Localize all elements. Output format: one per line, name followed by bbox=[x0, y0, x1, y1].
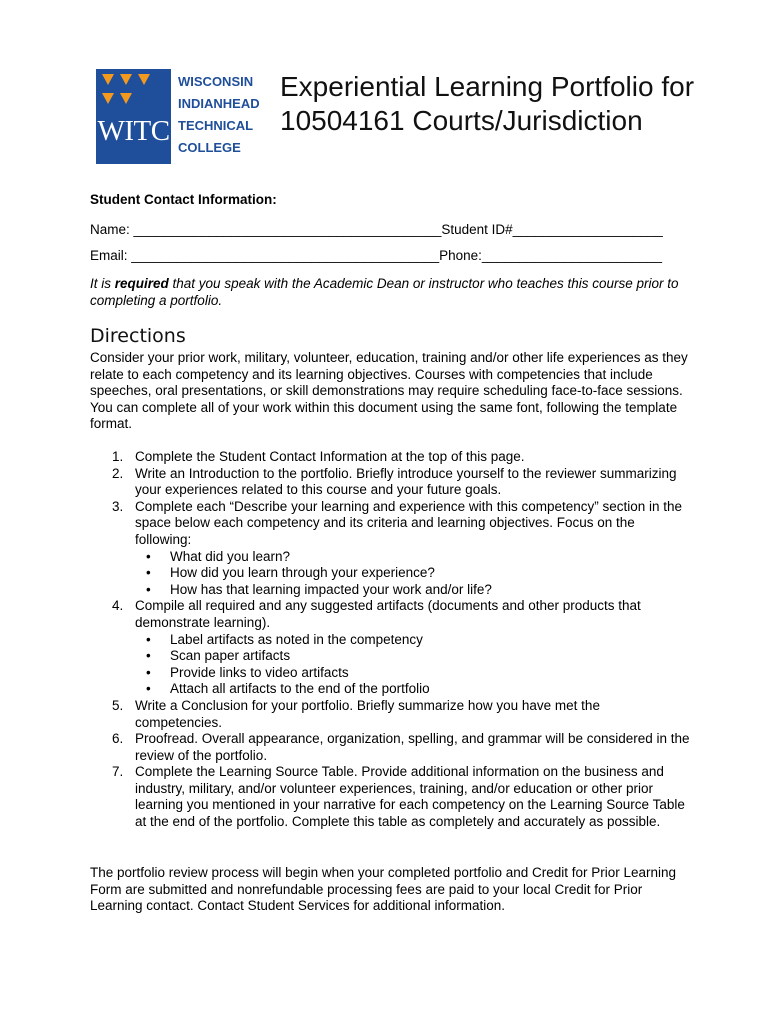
step-number: 4. bbox=[112, 598, 124, 614]
witc-logo bbox=[96, 69, 266, 164]
step-item bbox=[90, 499, 690, 549]
bullet-text: Scan paper artifacts bbox=[170, 648, 291, 664]
bullet-item bbox=[90, 681, 690, 698]
step-number: 5. bbox=[112, 697, 124, 713]
step-number: 2. bbox=[112, 465, 124, 481]
directions-steps bbox=[90, 449, 690, 831]
title-line-1: Experiential Learning Portfolio for bbox=[280, 71, 695, 102]
logo-wordmark bbox=[178, 71, 260, 159]
bullet-text: What did you learn? bbox=[170, 548, 291, 564]
step-item bbox=[90, 466, 690, 499]
bullet-item bbox=[90, 648, 690, 665]
step-text: Complete each “Describe your learning and experience with this competency” section in the space below each competency and its criteria and learning objectives. Focus on the following: bbox=[135, 498, 683, 547]
step-number: 1. bbox=[112, 449, 124, 464]
document-title bbox=[280, 70, 694, 138]
email-phone-field[interactable]: Email: _________________________________________Phone:________________________ bbox=[90, 248, 663, 263]
bullet-text: How did you learn through your experience? bbox=[170, 565, 435, 581]
logo-letters: WITC bbox=[97, 115, 170, 147]
bullet-text: Provide links to video artifacts bbox=[170, 664, 349, 680]
step-text: Write an Introduction to the portfolio. Briefly introduce yourself to the reviewer summarizing your experiences related to this course and your future goals. bbox=[135, 465, 677, 498]
logo-word: INDIANHEAD bbox=[178, 96, 260, 111]
bullet-item bbox=[90, 632, 690, 649]
bullet-item bbox=[90, 549, 690, 566]
logo-word: TECHNICAL bbox=[178, 118, 254, 133]
note-emphasis: required bbox=[114, 276, 169, 291]
step-text: Complete the Learning Source Table. Provide additional information on the business and industry, military, and/or volunteer experiences, training, and/or education or other prior learning you mentioned in your narrative for each competency on the Learning Source Table at the end of the portfolio. Complete this table as completely and accurately as possible. bbox=[135, 764, 685, 830]
required-note bbox=[90, 275, 690, 309]
logo-block bbox=[96, 69, 171, 164]
step-item bbox=[90, 764, 690, 830]
bullet-item bbox=[90, 665, 690, 682]
bullet-item bbox=[90, 565, 690, 582]
directions-intro: Consider your prior work, military, volunteer, education, training and/or other life experiences as they relate to each competency and its learning objectives. Courses with competencies that include speeches, oral presentations, or skill demonstrations may require scheduling face-to-face sessions. You can complete all of your work within this document using the same font, following the template format. bbox=[90, 350, 688, 432]
step-text: Proofread. Overall appearance, organization, spelling, and grammar will be considered in the review of the portfolio. bbox=[135, 731, 690, 763]
step-text: Compile all required and any suggested artifacts (documents and other products that demonstrate learning). bbox=[135, 598, 641, 630]
step-item bbox=[90, 698, 690, 731]
logo-word: WISCONSIN bbox=[178, 74, 254, 89]
bullet-icon: • bbox=[146, 548, 151, 564]
bullet-icon: • bbox=[146, 664, 151, 680]
bullet-item bbox=[90, 582, 690, 599]
bullet-text: How has that learning impacted your work and/or life? bbox=[170, 581, 492, 597]
contact-heading: Student Contact Information: bbox=[90, 192, 277, 207]
bullet-icon: • bbox=[146, 648, 151, 664]
logo-word: COLLEGE bbox=[178, 140, 241, 155]
step-item bbox=[90, 731, 690, 764]
bullet-icon: • bbox=[146, 581, 151, 597]
bullet-icon: • bbox=[146, 631, 151, 647]
step-number: 3. bbox=[112, 498, 124, 514]
step-number: 6. bbox=[112, 731, 124, 747]
bullet-text: Attach all artifacts to the end of the portfolio bbox=[170, 681, 430, 697]
chevron-marks-icon bbox=[96, 69, 171, 114]
closing-paragraph: The portfolio review process will begin when your completed portfolio and Credit for Prior Learning Form are submitted and nonrefundable processing fees are paid to your local Credit for Prior Learning contact. Contact Student Services for additional information. bbox=[90, 865, 677, 914]
directions-heading: Directions bbox=[90, 325, 186, 347]
bullet-icon: • bbox=[146, 565, 151, 581]
note-text: It is bbox=[90, 276, 115, 291]
bullet-text: Label artifacts as noted in the competency bbox=[170, 631, 423, 647]
step-number: 7. bbox=[112, 764, 124, 780]
name-studentid-field[interactable]: Name: _________________________________________Student ID#____________________ bbox=[90, 222, 663, 237]
step-text: Write a Conclusion for your portfolio. Briefly summarize how you have met the competencies. bbox=[135, 697, 600, 730]
step-text: Complete the Student Contact Information at the top of this page. bbox=[135, 449, 525, 464]
step-item bbox=[90, 449, 690, 466]
bullet-icon: • bbox=[146, 681, 151, 697]
step-item bbox=[90, 598, 690, 631]
note-text: that you speak with the Academic Dean or instructor who teaches this course prior to completing a portfolio. bbox=[90, 276, 679, 308]
title-line-2: 10504161 Courts/Jurisdiction bbox=[280, 105, 643, 136]
